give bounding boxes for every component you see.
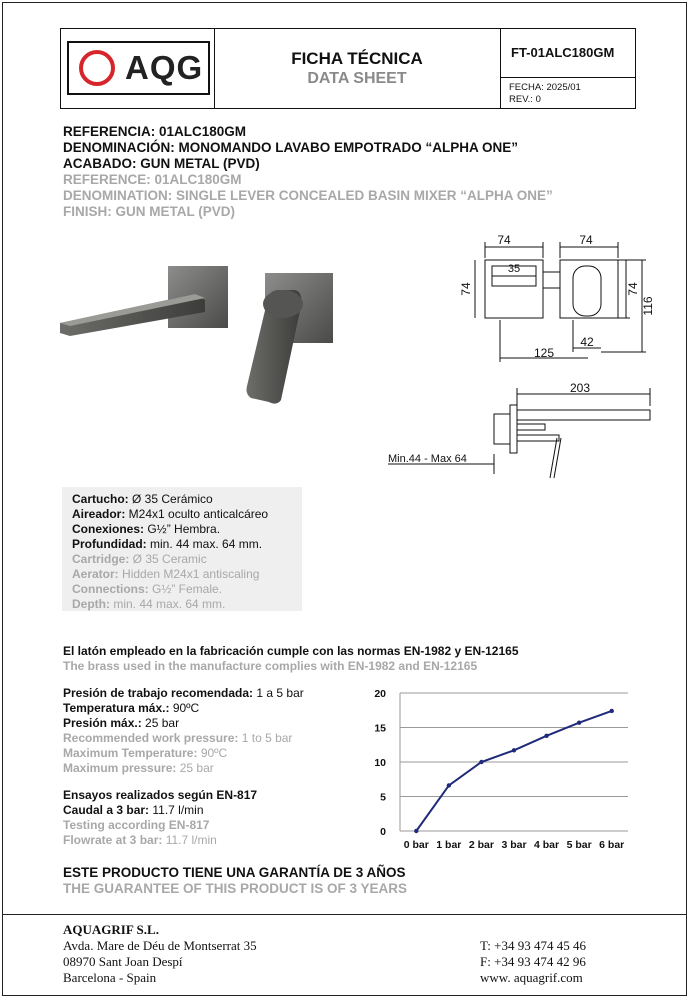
spec-aerator-es: Aireador: M24x1 oculto anticalcáreo xyxy=(72,507,269,521)
address-line-2: 08970 Sant Joan Despí xyxy=(63,954,183,969)
x-tick-label: 5 bar xyxy=(566,839,592,851)
technical-drawing xyxy=(380,228,655,483)
product-image xyxy=(55,260,345,410)
dim-top-right: 74 xyxy=(579,233,593,247)
guarantee-es: ESTE PRODUCTO TIENE UNA GARANTÍA DE 3 AÑOS xyxy=(63,865,406,880)
reference-block xyxy=(63,124,553,220)
document-code: FT-01ALC180GM xyxy=(511,45,615,60)
flow-chart xyxy=(360,683,640,858)
spec-aerator-en: Aerator: Hidden M24x1 antiscaling xyxy=(72,567,260,581)
spec-connections-es: Conexiones: G½” Hembra. xyxy=(72,522,221,536)
y-tick-label: 0 xyxy=(380,826,386,838)
dim-depth: Min.44 - Max 64 xyxy=(388,453,467,465)
denomination-en: DENOMINATION: SINGLE LEVER CONCEALED BASIN MIXER “ALPHA ONE” xyxy=(63,188,553,203)
address-line-1: Avda. Mare de Déu de Montserrat 35 xyxy=(63,938,257,953)
dim-total-height: 116 xyxy=(641,296,655,316)
document-title-es: FICHA TÉCNICA xyxy=(291,49,423,68)
y-tick-label: 10 xyxy=(374,757,386,769)
pressure-temp-es: Temperatura máx.: 90ºC xyxy=(63,701,200,715)
reference-en: REFERENCE: 01ALC180GM xyxy=(63,172,242,187)
company-name: AQUAGRIF S.L. xyxy=(63,922,159,937)
series-line xyxy=(416,711,611,831)
denomination-es: DENOMINACIÓN: MONOMANDO LAVABO EMPOTRADO “ALPHA ONE” xyxy=(63,140,518,155)
data-point xyxy=(544,734,548,738)
data-point xyxy=(414,829,418,833)
phone: T: +34 93 474 45 46 xyxy=(480,938,586,953)
data-point xyxy=(610,709,614,713)
x-tick-label: 2 bar xyxy=(468,839,494,851)
tests-flow-en: Flowrate at 3 bar: 11.7 l/min xyxy=(63,833,217,847)
x-tick-label: 3 bar xyxy=(501,839,527,851)
finish-es: ACABADO: GUN METAL (PVD) xyxy=(63,156,260,171)
data-point xyxy=(577,720,581,724)
pressure-max-en: Maximum pressure: 25 bar xyxy=(63,761,214,775)
pressure-max-es: Presión máx.: 25 bar xyxy=(63,716,180,730)
footer-contact xyxy=(480,938,586,986)
x-tick-label: 0 bar xyxy=(403,839,429,851)
pressure-temp-en: Maximum Temperature: 90ºC xyxy=(63,746,228,760)
website-link[interactable]: www. aquagrif.com xyxy=(480,970,583,985)
title-cell xyxy=(214,29,501,108)
fax: F: +34 93 474 42 96 xyxy=(480,954,586,969)
x-tick-label: 4 bar xyxy=(534,839,560,851)
dim-right-height: 74 xyxy=(626,282,640,296)
reference-es: REFERENCIA: 01ALC180GM xyxy=(63,124,247,139)
brass-note-es: El latón empleado en la fabricación cumple con las normas EN-1982 y EN-12165 xyxy=(63,644,519,658)
brass-note-en: The brass used in the manufacture complies with EN-1982 and EN-12165 xyxy=(63,659,478,673)
finish-en: FINISH: GUN METAL (PVD) xyxy=(63,204,235,219)
tests-block xyxy=(63,788,257,848)
x-tick-label: 6 bar xyxy=(599,839,625,851)
pressure-work-en: Recommended work pressure: 1 to 5 bar xyxy=(63,731,293,745)
spec-depth-en: Depth: min. 44 max. 64 mm. xyxy=(72,597,226,611)
logo-text: AQG xyxy=(125,49,204,86)
dim-top-left: 74 xyxy=(497,233,511,247)
dim-inner: 35 xyxy=(507,263,521,275)
spec-cartridge-en: Cartridge: Ø 35 Ceramic xyxy=(72,552,207,566)
company-logo xyxy=(67,41,210,95)
dim-bottom-small: 42 xyxy=(580,335,594,349)
data-point xyxy=(512,748,516,752)
tests-flow-es: Caudal a 3 bar: 11.7 l/min xyxy=(63,803,204,817)
footer-address xyxy=(63,922,257,986)
address-line-3: Barcelona - Spain xyxy=(63,970,157,985)
footer-divider xyxy=(2,914,687,915)
dim-bottom-length: 125 xyxy=(533,346,555,360)
code-cell xyxy=(501,29,635,108)
pressure-block xyxy=(63,686,304,776)
tests-title-es: Ensayos realizados según EN-817 xyxy=(63,788,258,802)
data-point xyxy=(447,783,451,787)
document-revision: REV.: 0 xyxy=(509,94,541,105)
document-title-en: DATA SHEET xyxy=(307,70,407,87)
pressure-work-es: Presión de trabajo recomendada: 1 a 5 bar xyxy=(63,686,304,700)
x-tick-label: 1 bar xyxy=(436,839,462,851)
dim-side-length: 203 xyxy=(569,381,591,395)
data-point xyxy=(479,760,483,764)
spec-depth-es: Profundidad: min. 44 max. 64 mm. xyxy=(72,537,263,551)
document-date: FECHA: 2025/01 xyxy=(509,82,581,93)
spec-cartridge-es: Cartucho: Ø 35 Cerámico xyxy=(72,492,213,506)
dim-left-height: 74 xyxy=(459,282,473,296)
logo-ring-icon xyxy=(79,50,115,86)
guarantee-en: THE GUARANTEE OF THIS PRODUCT IS OF 3 YEARS xyxy=(63,881,408,896)
y-tick-label: 15 xyxy=(374,722,386,735)
tests-title-en: Testing according EN-817 xyxy=(63,818,210,832)
logo-cell xyxy=(61,29,215,108)
header-box xyxy=(60,28,636,109)
spec-connections-en: Connections: G½” Female. xyxy=(72,582,223,596)
specs-box xyxy=(62,487,302,611)
y-tick-label: 5 xyxy=(380,791,386,804)
y-tick-label: 20 xyxy=(374,688,386,700)
